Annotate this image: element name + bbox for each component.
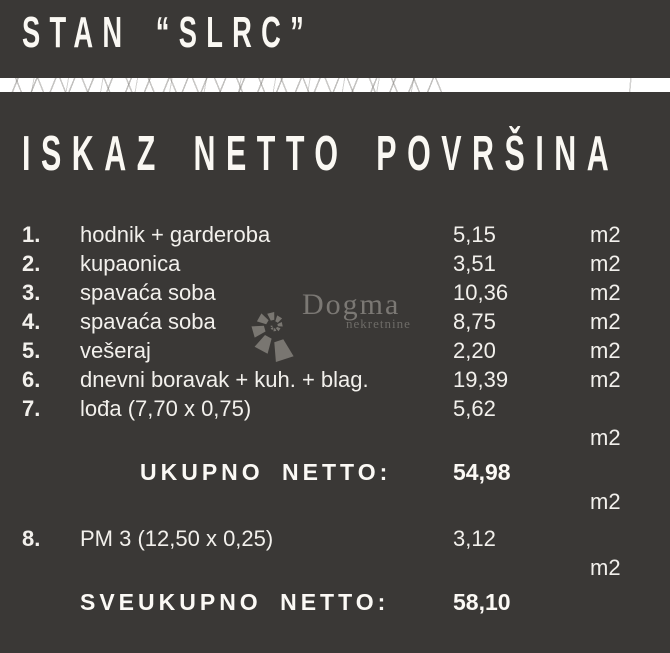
table-row bbox=[0, 220, 670, 249]
apartment-title bbox=[22, 8, 492, 59]
blueprint-lines-pattern bbox=[0, 78, 442, 92]
room-label: spavaća soba bbox=[80, 280, 216, 305]
row-number: 5. bbox=[22, 338, 41, 363]
grand-total-label: SVEUKUPNO NETTO: bbox=[80, 589, 390, 615]
area-value: 5,15 bbox=[453, 222, 496, 247]
unit-label: m2 bbox=[590, 251, 621, 276]
blueprint-lines-pattern-right bbox=[590, 78, 670, 92]
area-value: 19,39 bbox=[453, 367, 509, 392]
area-value: 3,51 bbox=[453, 251, 496, 276]
room-label: spavaća soba bbox=[80, 309, 216, 334]
room-label: lođa (7,70 x 0,75) bbox=[80, 396, 252, 421]
unit-label: m2 bbox=[590, 222, 621, 247]
unit-label bbox=[590, 524, 670, 553]
table-row bbox=[0, 394, 670, 423]
watermark-brand: Dogma bbox=[302, 288, 401, 321]
unit-label: m2 bbox=[590, 555, 621, 580]
section-title-text: ISKAZ NETTO POVRŠINA bbox=[22, 127, 620, 181]
unit-overflow-row bbox=[0, 423, 670, 452]
unit-overflow-row bbox=[0, 553, 670, 582]
table-row bbox=[0, 365, 670, 394]
area-table bbox=[0, 220, 670, 617]
unit-label: m2 bbox=[590, 280, 621, 305]
unit-label bbox=[590, 394, 670, 423]
room-label: vešeraj bbox=[80, 338, 151, 363]
subtotal-row bbox=[0, 458, 670, 487]
watermark-subtitle: nekretnine bbox=[346, 316, 411, 331]
parking-row bbox=[0, 524, 670, 553]
area-value: 10,36 bbox=[453, 280, 509, 305]
row-number: 4. bbox=[22, 309, 41, 334]
subtotal-value: 54,98 bbox=[453, 459, 511, 485]
table-row bbox=[0, 307, 670, 336]
section-title bbox=[22, 126, 670, 182]
area-value: 5,62 bbox=[453, 396, 496, 421]
table-row bbox=[0, 278, 670, 307]
table-row bbox=[0, 336, 670, 365]
room-label: dnevni boravak + kuh. + blag. bbox=[80, 367, 369, 392]
row-number: 2. bbox=[22, 251, 41, 276]
unit-label: m2 bbox=[590, 309, 621, 334]
row-number: 8. bbox=[22, 526, 41, 551]
grand-total-row bbox=[0, 588, 670, 617]
unit-label: m2 bbox=[590, 489, 621, 514]
unit-label: m2 bbox=[590, 338, 621, 363]
divider-band bbox=[0, 78, 670, 92]
row-number: 6. bbox=[22, 367, 41, 392]
room-label: PM 3 (12,50 x 0,25) bbox=[80, 526, 274, 551]
area-value: 2,20 bbox=[453, 338, 496, 363]
row-number: 7. bbox=[22, 396, 41, 421]
room-label: kupaonica bbox=[80, 251, 181, 276]
unit-label: m2 bbox=[590, 425, 621, 450]
area-value: 3,12 bbox=[453, 526, 496, 551]
room-label: hodnik + garderoba bbox=[80, 222, 271, 247]
subtotal-label: UKUPNO NETTO: bbox=[140, 459, 392, 485]
unit-overflow-row bbox=[0, 487, 670, 516]
area-value: 8,75 bbox=[453, 309, 496, 334]
unit-label: m2 bbox=[590, 367, 621, 392]
row-number: 3. bbox=[22, 280, 41, 305]
table-row bbox=[0, 249, 670, 278]
apartment-title-text: STAN “SLRC” bbox=[22, 8, 314, 57]
grand-total-value: 58,10 bbox=[453, 589, 511, 615]
row-number: 1. bbox=[22, 222, 41, 247]
